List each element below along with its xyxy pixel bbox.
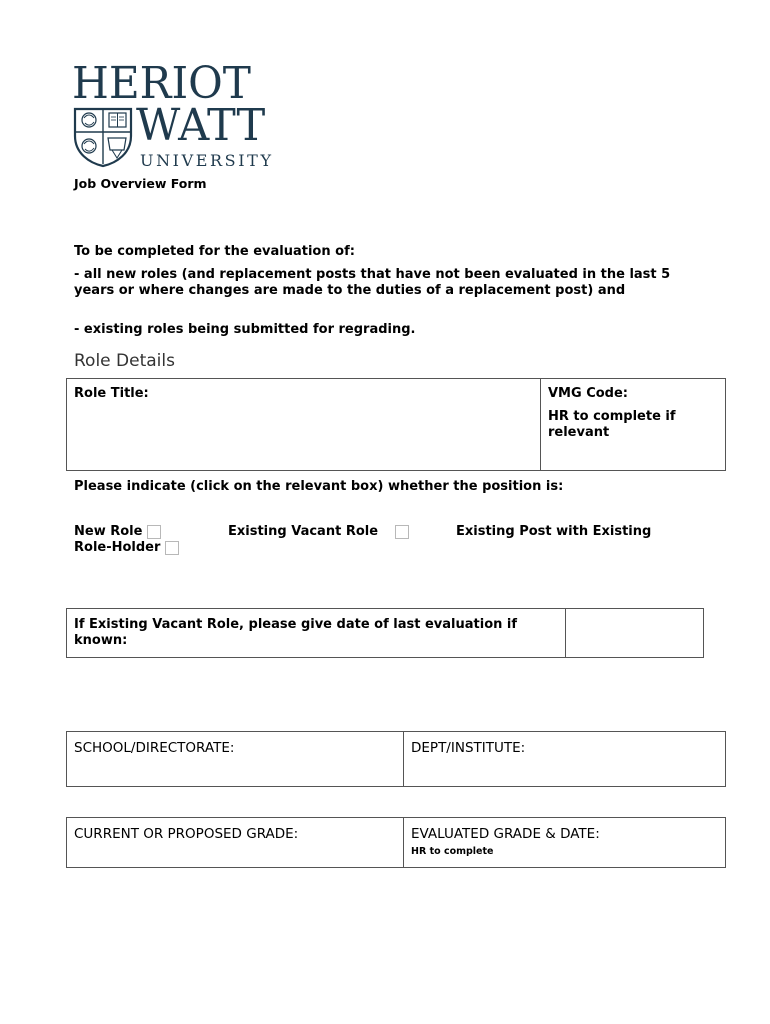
- evaluated-grade-cell[interactable]: [404, 818, 726, 868]
- dept-cell[interactable]: [404, 732, 726, 787]
- logo-heriot-text: HERIOT: [72, 58, 251, 109]
- intro-bullet-new-roles: - all new roles (and replacement posts that have not been evaluated in the last 5 years or where changes are made to the duties of a replacement post) and: [74, 267, 671, 298]
- last-evaluation-input-cell[interactable]: [566, 609, 704, 658]
- role-title-cell[interactable]: [67, 379, 541, 471]
- existing-vacant-checkbox[interactable]: [395, 525, 409, 539]
- school-cell[interactable]: [67, 732, 404, 787]
- existing-post-label-line2: Role-Holder: [74, 540, 161, 555]
- grade-table: [66, 817, 726, 868]
- option-existing-post: [456, 524, 671, 540]
- dept-label: DEPT/INSTITUTE:: [411, 740, 526, 756]
- logo-watt-text: WATT: [136, 100, 266, 151]
- last-evaluation-table: [66, 608, 704, 658]
- grade-hr-note: HR to complete: [411, 846, 494, 857]
- section-title-role-details: Role Details: [74, 351, 175, 371]
- option-new-role: [74, 524, 161, 540]
- existing-post-label-line1: Existing Post with Existing: [456, 524, 652, 539]
- existing-vacant-label: Existing Vacant Role: [228, 524, 379, 539]
- option-existing-vacant: [228, 524, 409, 540]
- position-question: Please indicate (click on the relevant box) whether the position is:: [74, 479, 564, 494]
- form-title: Job Overview Form: [74, 176, 207, 191]
- new-role-checkbox[interactable]: [147, 525, 161, 539]
- vmg-code-cell[interactable]: [541, 379, 726, 471]
- heriot-watt-logo: [70, 58, 300, 174]
- school-dept-table: [66, 731, 726, 787]
- last-evaluation-label-cell: [67, 609, 566, 658]
- vmg-hr-note: HR to complete if relevant: [548, 409, 676, 440]
- new-role-label: New Role: [74, 524, 143, 539]
- existing-post-checkbox[interactable]: [165, 541, 179, 555]
- school-label: SCHOOL/DIRECTORATE:: [74, 740, 235, 756]
- intro-heading: To be completed for the evaluation of:: [74, 244, 355, 259]
- role-details-table: [66, 378, 726, 471]
- current-grade-label: CURRENT OR PROPOSED GRADE:: [74, 826, 299, 842]
- university-crest-icon: [72, 106, 134, 168]
- logo-university-text: UNIVERSITY: [140, 151, 274, 170]
- current-grade-cell[interactable]: [67, 818, 404, 868]
- evaluated-grade-label: EVALUATED GRADE & DATE:: [411, 826, 600, 842]
- intro-bullet-existing-roles: - existing roles being submitted for regrading.: [74, 322, 416, 337]
- vmg-code-label: VMG Code:: [548, 386, 628, 401]
- option-existing-post-line2: [74, 540, 179, 556]
- role-title-label: Role Title:: [74, 386, 149, 401]
- last-evaluation-label: If Existing Vacant Role, please give date of last evaluation if known:: [74, 617, 518, 648]
